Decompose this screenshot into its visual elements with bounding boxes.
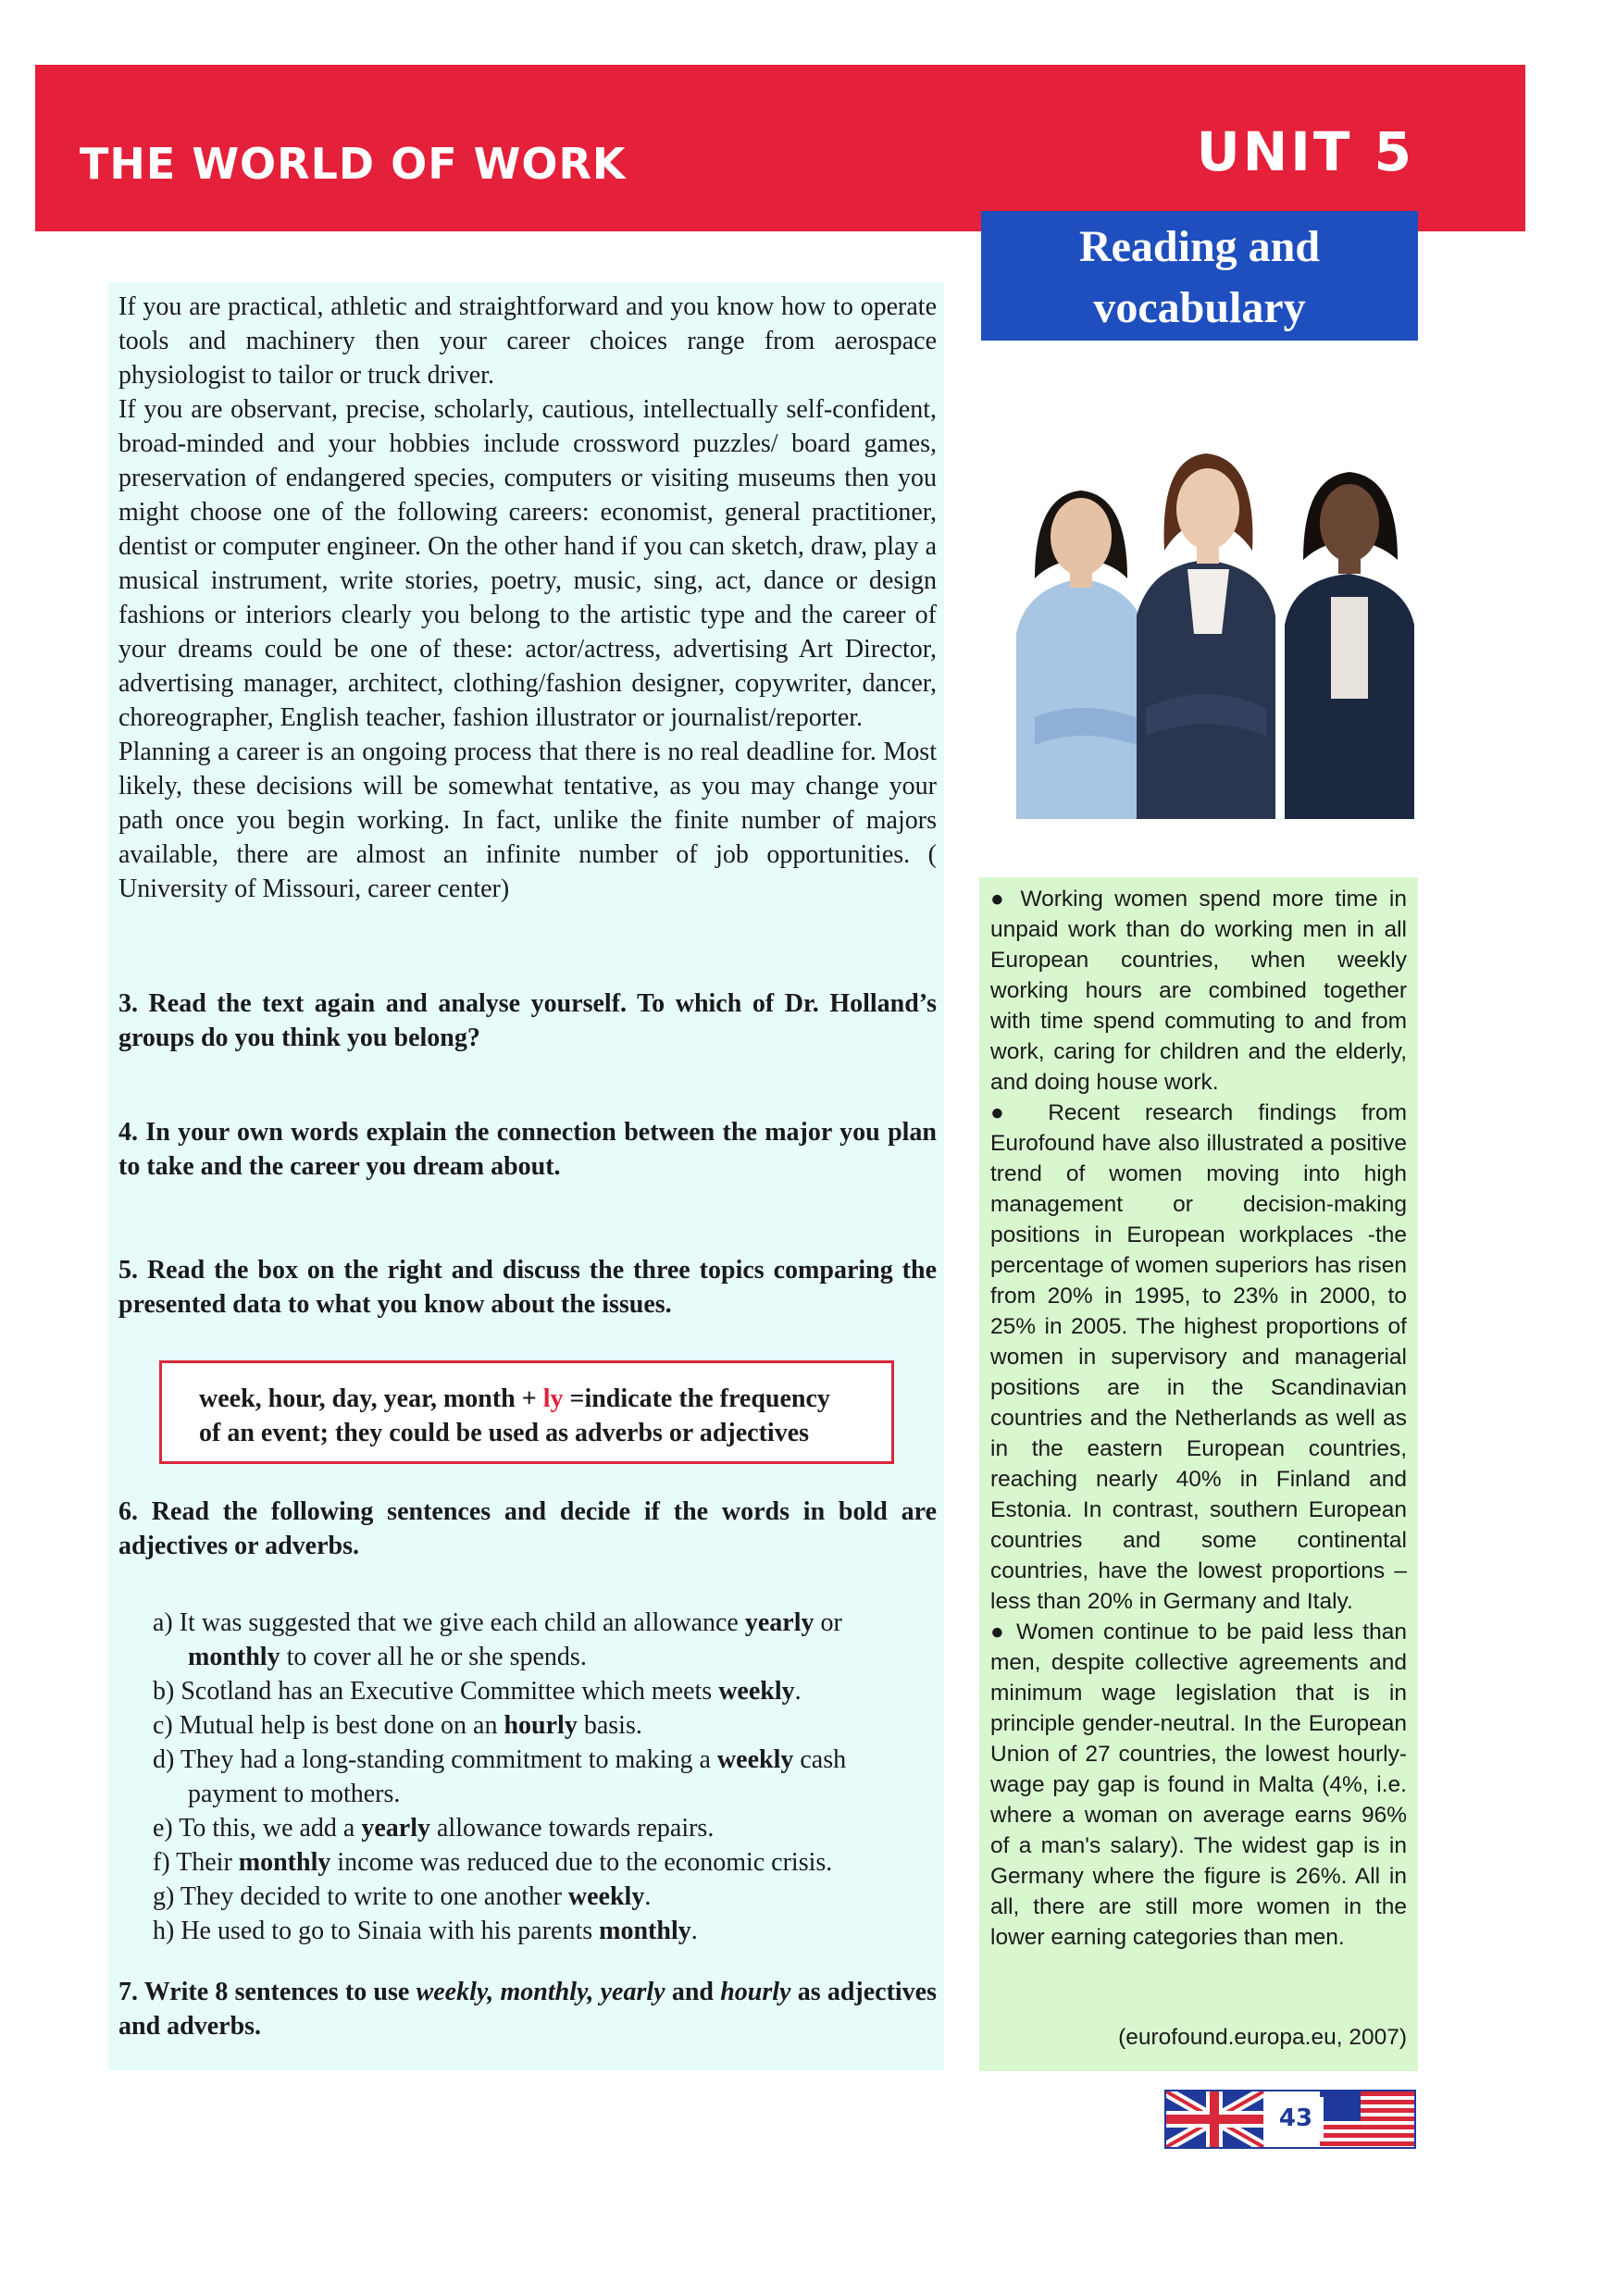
- grammar-rule-box: [159, 1360, 894, 1464]
- sentence-item: a) It was suggested that we give each child an allowance yearly or monthly to cover all he or she spends.: [153, 1608, 842, 1671]
- fact-2: ● Recent research findings from Eurofound have also illustrated a positive trend of women moving into high management or decision-making positions in European workplaces -the percentage of women superiors has risen from 20% in 1995, to 23% in 2000, to 25% in 2005. The highest proportions of women in supervisory and managerial positions are in the Scandinavian countries and the Netherlands as well as in the eastern European countries, reaching nearly 40% in Finland and Estonia. In contrast, southern European countries and some continental countries, have the lowest proportions – less than 20% in Germany and Italy.: [990, 1100, 1407, 1614]
- page-number: 43: [1268, 2097, 1324, 2140]
- section-heading-line2: vocabulary: [1093, 283, 1306, 332]
- grammar-rule-after: =indicate the frequency: [563, 1384, 830, 1413]
- businesswomen-illustration: [979, 403, 1418, 819]
- reading-text: [118, 290, 937, 906]
- uk-flag-icon: [1166, 2091, 1263, 2147]
- sentence-item: f) Their monthly income was reduced due to the economic crisis.: [153, 1848, 833, 1877]
- grammar-rule-line2: of an event; they could be used as adverbs or adjectives: [199, 1419, 810, 1447]
- sentence-item: h) He used to go to Sinaia with his parents monthly.: [153, 1917, 698, 1945]
- grammar-rule-line1: [199, 1382, 891, 1416]
- sentence-item: d) They had a long-standing commitment to making a weekly cash payment to mothers.: [153, 1745, 847, 1808]
- reading-paragraph-1: If you are practical, athletic and straightforward and you know how to operate tools and machinery then your career choices range from aerospace physiologist to tailor or truck driver.: [118, 292, 937, 390]
- facts-text: [990, 884, 1407, 1953]
- grammar-rule-suffix: ly: [542, 1384, 564, 1413]
- reading-paragraph-2: If you are observant, precise, scholarly, cautious, intellectually self-confident, broad-minded and your hobbies include crossword puzzles/ board games, preservation of endangered species, computers or visiting museums then you might choose one of the following careers: economist, general practitioner, dentist or computer engineer. On the other hand if you can sketch, draw, play a musical instrument, write stories, poetry, music, sing, act, dance or design fashions or interiors clearly you belong to the artistic type and the career of your dreams could be one of these: actor/actress, advertising Art Director, advertising manager, architect, clothing/fashion designer, copywriter, dancer, choreographer, English teacher, fashion illustrator or journalist/reporter.: [118, 395, 937, 732]
- exercise-4: 4. In your own words explain the connection between the major you plan to take and the career you dream about.: [118, 1118, 937, 1181]
- sentence-item: b) Scotland has an Executive Committee which meets weekly.: [153, 1677, 802, 1706]
- facts-source: (eurofound.europa.eu, 2007): [1118, 2025, 1407, 2050]
- exercise-5: 5. Read the box on the right and discuss the three topics comparing the presented data to what you know about the issues.: [118, 1256, 937, 1319]
- businesswomen-photo: [979, 403, 1418, 819]
- fact-1: ● Working women spend more time in unpaid work than do working men in all European countries, when weekly working hours are combined together with time spend commuting to and from work, caring for children and the elderly, and doing house work.: [990, 887, 1407, 1095]
- grammar-rule-before: week, hour, day, year, month +: [199, 1384, 543, 1413]
- section-heading: [981, 211, 1418, 341]
- section-heading-line1: Reading and: [1078, 222, 1321, 271]
- us-flag-icon: [1320, 2091, 1414, 2147]
- sentence-item: c) Mutual help is best done on an hourly basis.: [153, 1711, 642, 1740]
- exercise-3: 3. Read the text again and analyse yourself. To which of Dr. Holland’s groups do you think you belong?: [118, 989, 937, 1052]
- sentence-item: e) To this, we add a yearly allowance towards repairs.: [153, 1814, 715, 1843]
- exercise-6: 6. Read the following sentences and decide if the words in bold are adjectives or adverbs.: [118, 1497, 937, 1560]
- sentence-item: g) They decided to write to one another weekly.: [153, 1882, 652, 1911]
- sentence-list: [153, 1606, 939, 1948]
- reading-paragraph-3: Planning a career is an ongoing process that there is no real deadline for. Most likely, these decisions will be somewhat tentative, as you may change your path once you begin working. In fact, unlike the finite number of majors available, there are almost an infinite number of job opportunities. ( University of Missouri, career center): [118, 738, 937, 903]
- fact-3: ● Women continue to be paid less than men, despite collective agreements and minimum wage legislation that is in principle gender-neutral. In the European Union of 27 countries, the lowest hourly-wage pay gap is found in Malta (4%, i.e. where a woman on average earns 96% of a man's salary). The widest gap is in Germany where the figure is 26%. All in all, there are still more women in the lower earning categories than men.: [990, 1620, 1407, 1950]
- unit-label: UNIT 5: [1196, 120, 1414, 183]
- exercise-7: 7. Write 8 sentences to use weekly, monthly, yearly and hourly as adjectives and adverbs.: [118, 1978, 938, 2041]
- chapter-title: THE WORLD OF WORK: [80, 139, 627, 189]
